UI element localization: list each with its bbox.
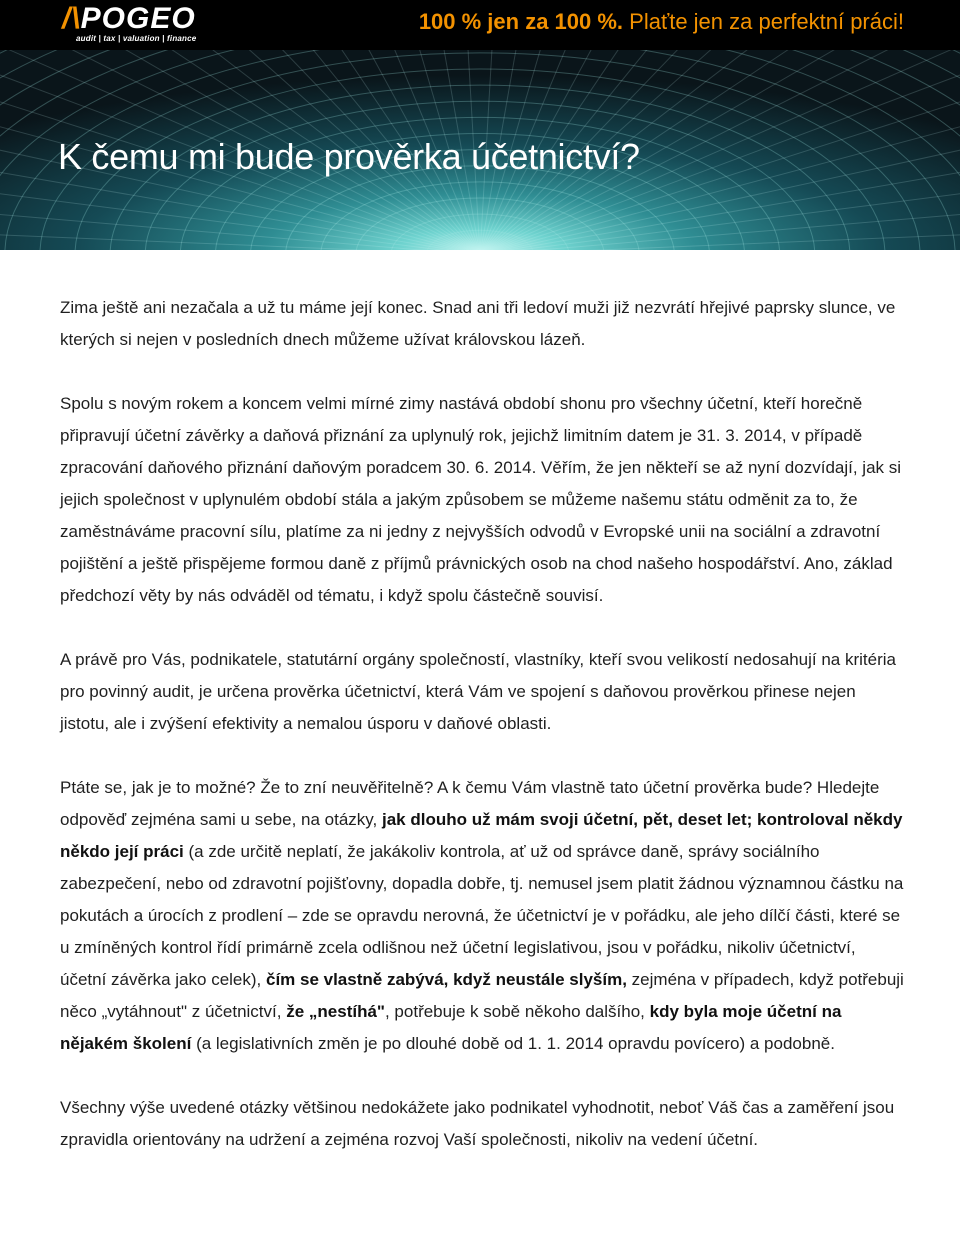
paragraph xyxy=(60,644,905,740)
header-banner xyxy=(0,0,960,250)
slogan-text: Plaťte jen za perfektní práci! xyxy=(623,9,904,34)
paragraph-bold-text: jak dlouho už mám svoji účetní, pět, deset let; kontroloval někdy někdo její práci xyxy=(60,810,903,861)
paragraph-text: (a legislativních změn je po dlouhé době od 1. 1. 2014 opravdu povícero) a podobně. xyxy=(191,1034,835,1053)
company-logo[interactable] xyxy=(58,2,208,46)
header-slogan xyxy=(419,9,904,35)
logo-wordmark: /\POGEO xyxy=(62,2,196,35)
paragraph-text: (a zde určitě neplatí, že jakákoliv kontrola, ať už od správce daně, správy sociálního zabezpečení, nebo od zdravotní pojišťovny, dopadla dobře, tj. nemusel jsem platit žádnou významnou částku na pokutách a úrocích z prodlení – zde se opravdu nerovná, že účetnictví je v pořádku, ale jeho dílčí části, které se u zmíněných kontrol řídí primárně zcela odlišnou než účetní legislativou, jsou v pořádku, nikoliv účetnictví, účetní závěrka jako celek), xyxy=(60,842,904,989)
paragraph-text: Ptáte se, jak je to možné? Že to zní neuvěřitelně? A k čemu Vám vlastně tato účetní prověrka bude? Hledejte odpověď zejména sami u sebe, na otázky, xyxy=(60,778,880,829)
paragraph xyxy=(60,1092,905,1156)
paragraph xyxy=(60,292,905,356)
top-bar xyxy=(0,0,960,50)
paragraph-text: Zima ještě ani nezačala a už tu máme její konec. Snad ani tři ledoví muži již nezvrátí hřejivé paprsky slunce, ve kterých si nejen v posledních dnech můžeme užívat královskou lázeň. xyxy=(60,298,896,349)
article-body xyxy=(60,292,905,1188)
page-title: K čemu mi bude prověrka účetnictví? xyxy=(58,136,640,177)
paragraph-text: Spolu s novým rokem a koncem velmi mírné zimy nastává období shonu pro všechny účetní, kteří horečně připravují účetní závěrky a daňová přiznání za uplynulý rok, jejichž limitním datem je 31. 3. 2014, v případě zpracování daňového přiznání daňovým poradcem 30. 6. 2014. Věřím, že jen někteří se až nyní dozvídají, jak si jejich společnost v uplynulém období stála a jakým způsobem se můžeme našemu státu odměnit za to, že zaměstnáváme pracovní sílu, platíme za ni jedny z nejvyšších odvodů v Evropské unii na sociální a zdravotní pojištění a ještě přispějeme formou daně z příjmů právnických osob na chod našeho hospodářství. Ano, základ předchozí věty by nás odváděl od tématu, i když spolu částečně souvisí. xyxy=(60,394,902,605)
paragraph-text: A právě pro Vás, podnikatele, statutární orgány společností, vlastníky, kteří svou velikostí nedosahují na kritéria pro povinný audit, je určena prověrka účetnictví, která Vám ve spojení s daňovou prověrkou přinese nejen jistotu, ale i zvýšení efektivity a nemalou úsporu v daňové oblasti. xyxy=(60,650,896,733)
paragraph-bold-text: kdy byla moje účetní na nějakém školení xyxy=(60,1002,842,1053)
paragraph-text: Všechny výše uvedené otázky většinou nedokážete jako podnikatel vyhodnotit, neboť Váš čas a zaměření jsou zpravidla orientovány na udržení a zejména rozvoj Vaší společnosti, nikoliv na vedení účetní. xyxy=(60,1098,895,1149)
logo-tagline: audit | tax | valuation | finance xyxy=(76,34,197,43)
paragraph-bold-text: čím se vlastně zabývá, když neustále slyším, xyxy=(265,970,627,989)
paragraph-text: , potřebuje k sobě někoho dalšího, xyxy=(384,1002,650,1021)
slogan-highlight: 100 % jen za 100 %. xyxy=(418,9,624,34)
paragraph xyxy=(60,388,905,612)
paragraph xyxy=(60,772,905,1060)
paragraph-text: zejména v případech, když potřebuji něco „vytáhnout" z účetnictví, xyxy=(60,970,904,1021)
paragraph-bold-text: že „nestíhá" xyxy=(286,1002,385,1021)
